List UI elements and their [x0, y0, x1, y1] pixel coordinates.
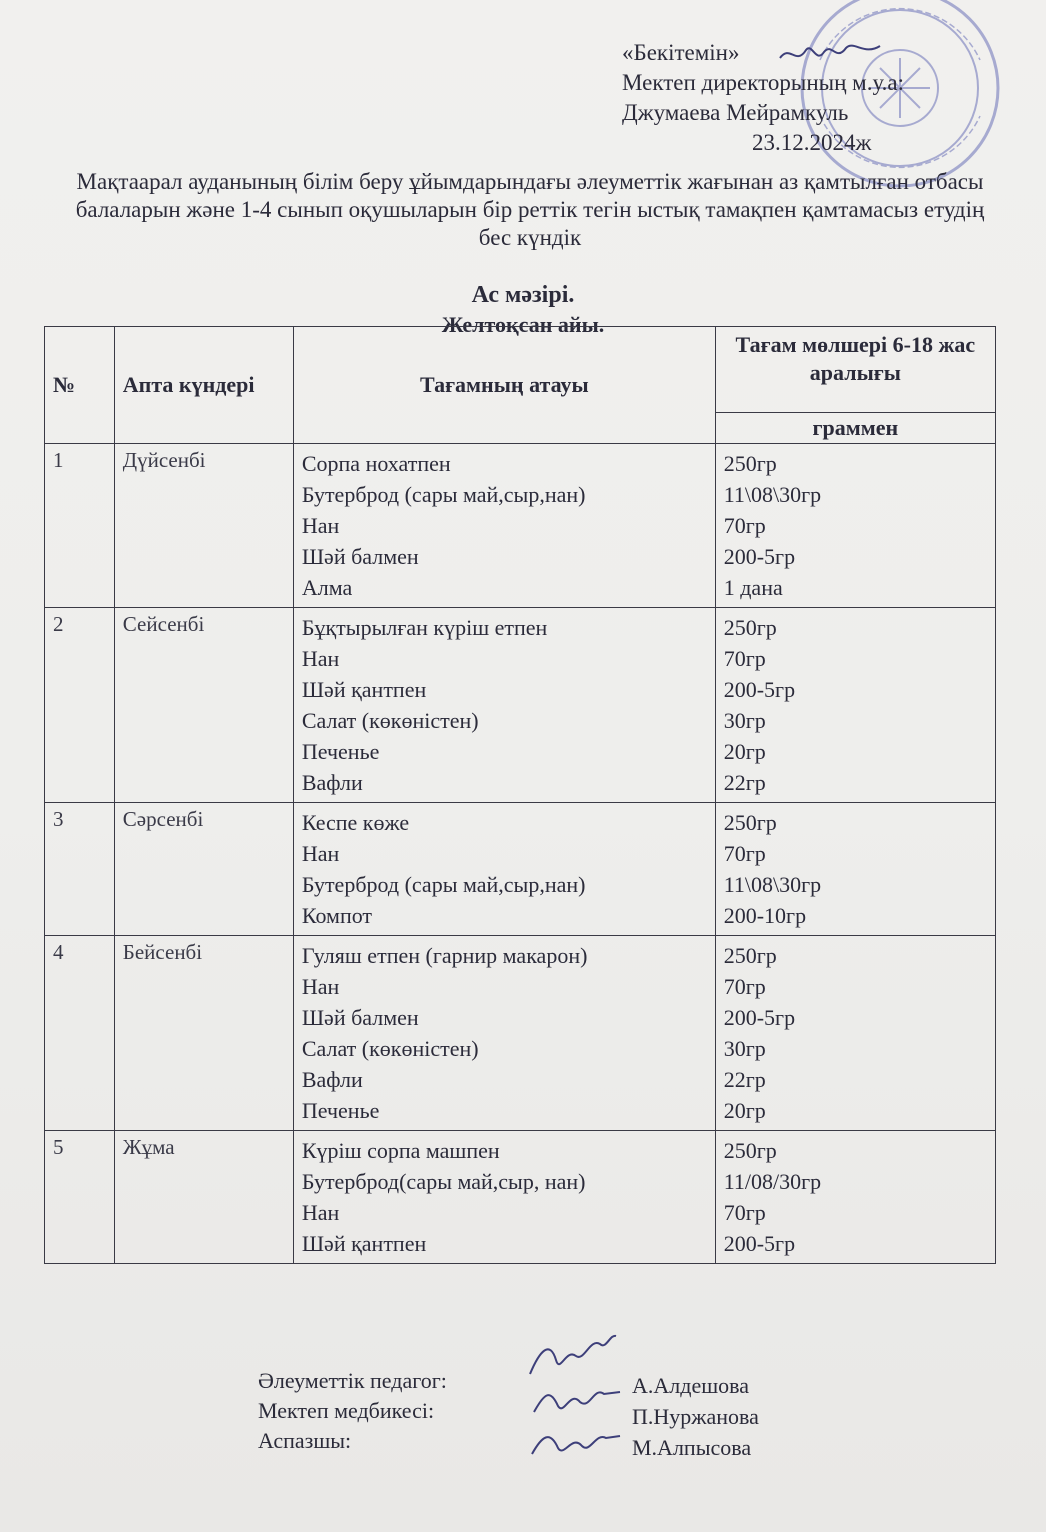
row-weekday: Дүйсенбі — [114, 444, 293, 608]
director-signature — [776, 36, 886, 76]
dish-item: Сорпа нохатпен — [301, 451, 451, 476]
dish-item: Алма — [301, 575, 353, 600]
menu-row — [45, 1131, 996, 1264]
menu-title: Ас мәзірі. — [471, 282, 575, 308]
header-amount: Тағам мөлшері 6-18 жас аралығы — [715, 327, 995, 413]
dish-item: Вафли — [301, 1067, 363, 1092]
row-amounts — [715, 608, 995, 803]
dish-item: Бутерброд (сары май,сыр,нан) — [301, 872, 586, 897]
dish-item: Печенье — [301, 1098, 380, 1123]
dish-item: Кеспе көже — [301, 810, 410, 835]
dish-item: Бутерброд (сары май,сыр,нан) — [301, 482, 586, 507]
amount-item: 200-5гр — [723, 1005, 796, 1030]
role-social-pedagogue: Әлеуметтік педагог: — [258, 1368, 447, 1393]
amount-item: 1 дана — [723, 575, 783, 600]
row-number: 4 — [45, 936, 115, 1131]
header-weekday: Апта күндері — [114, 327, 293, 444]
name-social-pedagogue: А.Алдешова — [632, 1373, 750, 1398]
amount-item: 250гр — [723, 810, 777, 835]
amount-item: 30гр — [723, 1036, 766, 1061]
handwritten-signatures — [520, 1330, 630, 1480]
row-weekday: Жұма — [114, 1131, 293, 1264]
amount-item: 200-5гр — [723, 544, 796, 569]
dish-item: Нан — [301, 1200, 340, 1225]
row-dishes — [293, 608, 715, 803]
header-unit: граммен — [715, 413, 995, 444]
document-title: Мақтаарал ауданының білім беру ұйымдарындағы әлеуметтік жағынан аз қамтылған отбасы балаларын және 1-4 сынып оқушыларын бір реттік тегін ыстық тамақпен қамтамасыз етудің бес күндік — [75, 169, 985, 250]
row-weekday: Бейсенбі — [114, 936, 293, 1131]
month-label: Желтоқсан айы. — [441, 312, 605, 337]
signature-names — [632, 1370, 759, 1463]
row-amounts — [715, 444, 995, 608]
dish-item: Нан — [301, 646, 340, 671]
amount-item: 200-5гр — [723, 1231, 796, 1256]
amount-item: 250гр — [723, 451, 777, 476]
row-amounts — [715, 936, 995, 1131]
row-number: 2 — [45, 608, 115, 803]
row-dishes — [293, 803, 715, 936]
row-number: 3 — [45, 803, 115, 936]
amount-item: 70гр — [723, 841, 766, 866]
dish-item: Гуляш етпен (гарнир макарон) — [301, 943, 588, 968]
amount-item: 11\08\30гр — [723, 872, 822, 897]
menu-row — [45, 608, 996, 803]
header-dish-name: Тағамның атауы — [293, 327, 715, 444]
header-number: № — [45, 327, 115, 444]
director-name: Джумаева Мейрамкуль — [622, 100, 849, 125]
dish-item: Салат (көкөністен) — [301, 708, 479, 733]
name-cook: М.Алпысова — [632, 1435, 752, 1460]
amount-item: 70гр — [723, 513, 766, 538]
dish-item: Шәй қантпен — [301, 677, 427, 702]
menu-row — [45, 803, 996, 936]
row-amounts — [715, 803, 995, 936]
dish-item: Печенье — [301, 739, 380, 764]
dish-item: Компот — [301, 903, 373, 928]
dish-item: Шәй балмен — [301, 544, 419, 569]
row-weekday: Сәрсенбі — [114, 803, 293, 936]
amount-item: 11\08\30гр — [723, 482, 822, 507]
row-number: 1 — [45, 444, 115, 608]
dish-item: Күріш сорпа машпен — [301, 1138, 500, 1163]
amount-item: 250гр — [723, 943, 777, 968]
dish-item: Шәй қантпен — [301, 1231, 427, 1256]
amount-item: 30гр — [723, 708, 766, 733]
signature-roles — [258, 1366, 447, 1456]
amount-item: 70гр — [723, 974, 766, 999]
menu-row — [45, 444, 996, 608]
menu-table — [44, 326, 996, 1264]
amount-item: 250гр — [723, 615, 777, 640]
amount-item: 20гр — [723, 1098, 766, 1123]
row-number: 5 — [45, 1131, 115, 1264]
dish-item: Салат (көкөністен) — [301, 1036, 479, 1061]
amount-item: 250гр — [723, 1138, 777, 1163]
name-school-nurse: П.Нуржанова — [632, 1404, 759, 1429]
row-dishes — [293, 1131, 715, 1264]
director-position: Мектеп директорының м.у.а: — [622, 70, 905, 95]
role-school-nurse: Мектеп медбикесі: — [258, 1398, 435, 1423]
approve-label: «Бекітемін» — [622, 40, 740, 65]
amount-item: 11/08/30гр — [723, 1169, 822, 1194]
dish-item: Бұқтырылған күріш етпен — [301, 615, 548, 640]
amount-item: 70гр — [723, 1200, 766, 1225]
dish-item: Нан — [301, 974, 340, 999]
row-dishes — [293, 444, 715, 608]
amount-item: 22гр — [723, 770, 766, 795]
amount-item: 20гр — [723, 739, 766, 764]
amount-item: 70гр — [723, 646, 766, 671]
row-weekday: Сейсенбі — [114, 608, 293, 803]
dish-item: Нан — [301, 841, 340, 866]
amount-item: 200-10гр — [723, 903, 807, 928]
row-amounts — [715, 1131, 995, 1264]
dish-item: Нан — [301, 513, 340, 538]
approval-date: 23.12.2024ж — [752, 130, 872, 155]
dish-item: Бутерброд(сары май,сыр, нан) — [301, 1169, 586, 1194]
amount-item: 200-5гр — [723, 677, 796, 702]
dish-item: Вафли — [301, 770, 363, 795]
dish-item: Шәй балмен — [301, 1005, 419, 1030]
amount-item: 22гр — [723, 1067, 766, 1092]
role-cook: Аспазшы: — [258, 1428, 352, 1453]
row-dishes — [293, 936, 715, 1131]
menu-row — [45, 936, 996, 1131]
